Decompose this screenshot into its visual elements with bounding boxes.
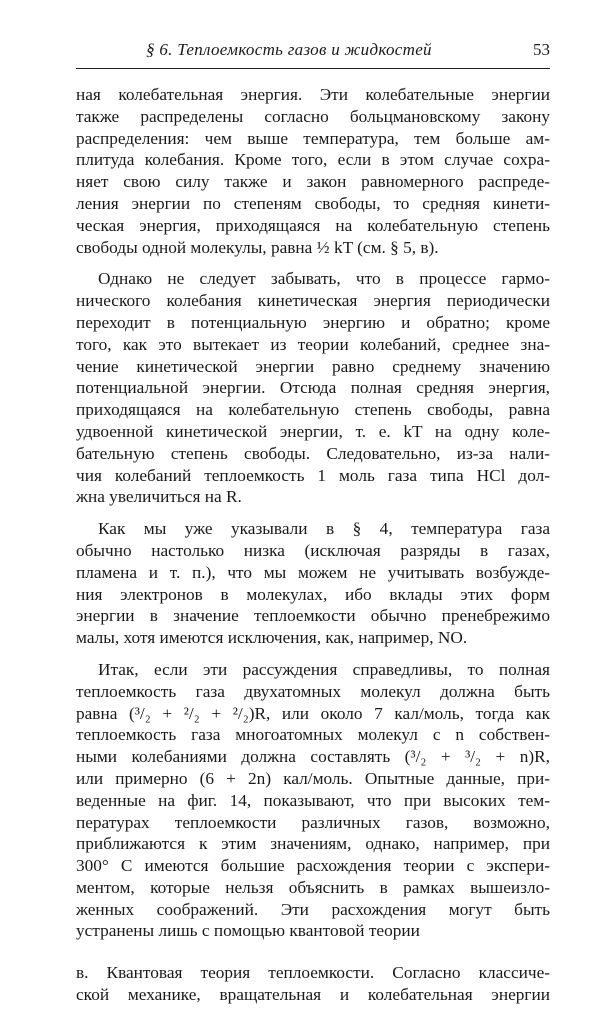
text-line: ческая энергия, приходящаяся на колебательную степень bbox=[76, 215, 550, 235]
text-line: 300° С имеются большие расхождения теории с экспери- bbox=[76, 856, 550, 876]
paragraph bbox=[76, 518, 550, 649]
text-line: жна увеличиться на R. bbox=[76, 487, 242, 507]
text-line: ментом, которые нельзя объяснить в рамках вышеизло- bbox=[76, 877, 550, 897]
text-line: Как мы уже указывали в § 4, температура газа bbox=[98, 519, 550, 539]
text-line: ния электронов в молекулах, ибо вклады этих форм bbox=[76, 584, 550, 604]
text-line: приходящаяся на колебательную степень свободы, равна bbox=[76, 400, 550, 420]
text-line: нического колебания кинетическая энергия периодически bbox=[76, 291, 550, 311]
text-line: Итак, если эти рассуждения справедливы, то полная bbox=[98, 659, 550, 679]
text-line: энергии в значение теплоемкости обычно пренебрежимо bbox=[76, 606, 550, 626]
text-line: приближаются к этим значениям, однако, например, при bbox=[76, 834, 550, 854]
text-line: того, как это вытекает из теории колебаний, среднее зна- bbox=[76, 334, 550, 354]
text-line: теплоемкость газа многоатомных молекул с n собствен- bbox=[76, 725, 550, 745]
text-line: потенциальной энергии. Отсюда полная средняя энергия, bbox=[76, 378, 550, 398]
text-line: распределения: чем выше температура, тем больше ам- bbox=[76, 128, 550, 148]
text-line: или примерно (6 + 2n) кал/моль. Опытные данные, при- bbox=[76, 768, 550, 788]
paragraph bbox=[76, 268, 550, 508]
paragraph bbox=[76, 84, 550, 258]
text-line: ными колебаниями должна составлять (³/₂ + ³/₂ + n)R, bbox=[76, 747, 550, 767]
page-number: 53 bbox=[533, 40, 550, 59]
paragraph bbox=[76, 659, 550, 942]
text-line: малы, хотя имеются исключения, как, например, NO. bbox=[76, 628, 468, 648]
running-header bbox=[76, 38, 550, 64]
text-line: переходит в потенциальную энергию и обратно; кроме bbox=[76, 312, 550, 332]
text-line: в. Квантовая теория теплоемкости. Согласно классиче- bbox=[76, 963, 550, 983]
section-paragraph bbox=[76, 962, 550, 1006]
text-line: плитуда колебания. Кроме того, если в этом случае сохра- bbox=[76, 150, 550, 170]
body-text bbox=[76, 84, 550, 1016]
header-rule bbox=[76, 68, 550, 69]
text-line: Однако не следует забывать, что в процессе гармо- bbox=[98, 269, 550, 289]
text-line: няет свою силу также и закон равномерного распреде- bbox=[76, 172, 550, 192]
text-line: также распределены согласно больцмановскому закону bbox=[76, 106, 550, 126]
text-line: чение кинетической энергии равно среднему значению bbox=[76, 356, 550, 376]
text-line: женных соображений. Эти расхождения могут быть bbox=[76, 899, 550, 919]
text-line: ской механике, вращательная и колебательная энергии bbox=[76, 985, 550, 1005]
text-line: устранены лишь с помощью квантовой теории bbox=[76, 921, 420, 941]
text-line: ная колебательная энергия. Эти колебательные энергии bbox=[76, 85, 550, 104]
text-line: веденные на фиг. 14, показывают, что при высоких тем- bbox=[76, 790, 550, 810]
text-line: чия колебаний теплоемкость 1 моль газа типа HCl дол- bbox=[76, 465, 550, 485]
text-line: пературах теплоемкости различных газов, возможно, bbox=[76, 812, 550, 832]
text-line: ления энергии по степеням свободы, то средняя кинети- bbox=[76, 193, 550, 213]
text-line: удвоенной кинетической энергии, т. е. kT на одну коле- bbox=[76, 421, 550, 441]
text-line: равна (³/₂ + ²/₂ + ²/₂)R, или около 7 кал/моль, тогда как bbox=[76, 703, 550, 723]
text-line: бательную степень свободы. Следовательно, из-за нали- bbox=[76, 443, 550, 463]
text-line: теплоемкость газа двухатомных молекул должна быть bbox=[76, 681, 550, 701]
running-header-title: § 6. Теплоемкость газов и жидкостей bbox=[146, 40, 432, 59]
text-line: пламена и т. п.), что мы можем не учитывать возбужде- bbox=[76, 562, 550, 582]
text-line: свободы одной молекулы, равна ½ kT (см. § 5, в). bbox=[76, 237, 439, 257]
text-line: обычно настолько низка (исключая разряды в газах, bbox=[76, 540, 550, 560]
